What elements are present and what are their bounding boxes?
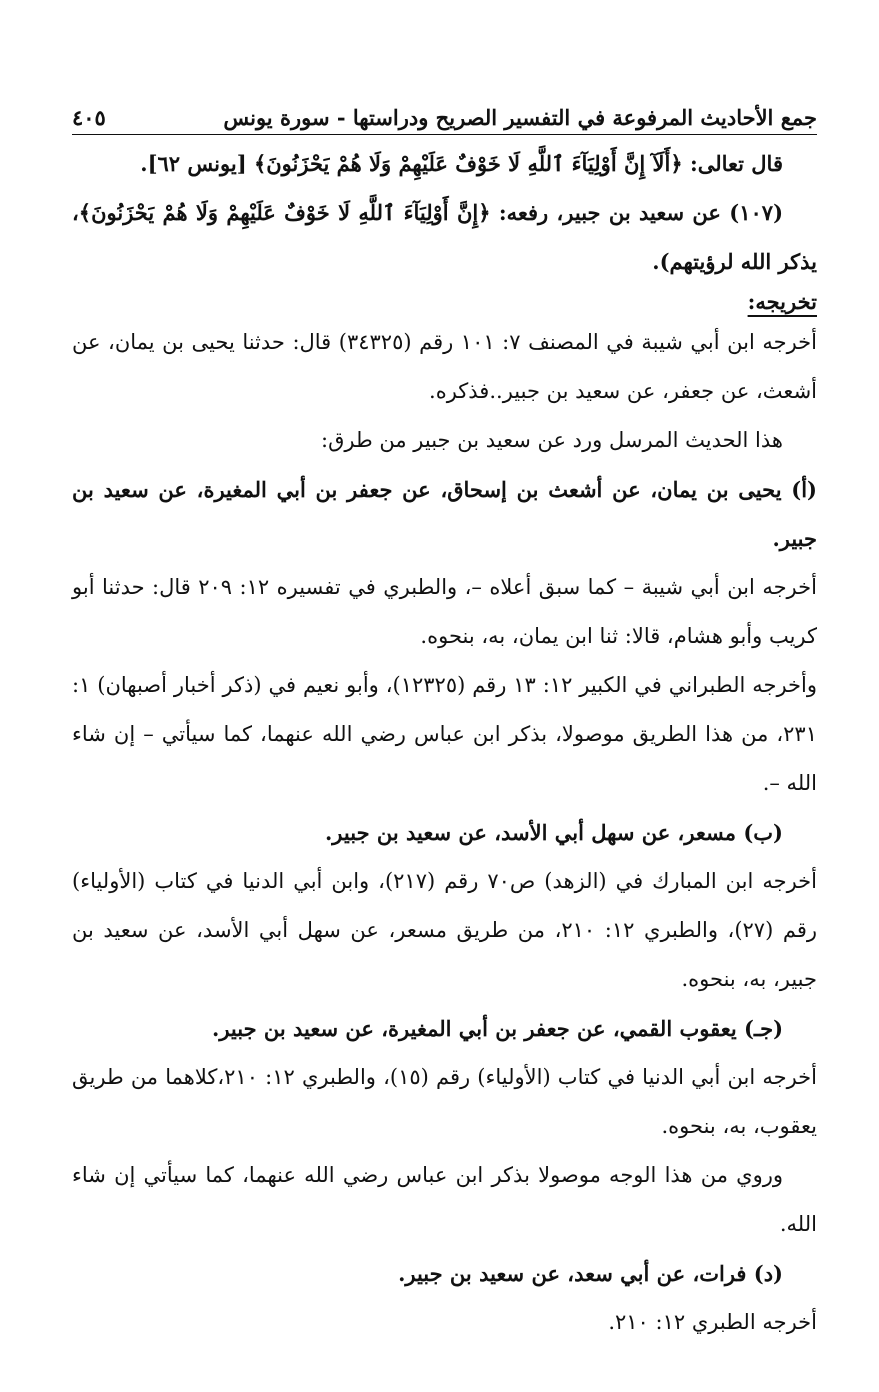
page-number: ٤٠٥ (72, 105, 106, 130)
running-header (72, 96, 817, 135)
verse-intro: قال تعالى: ﴿أَلَآ إِنَّ أَوْلِيَآءَ ٱللَّهِ لَا خَوْفٌ عَلَيْهِمْ وَلَا هُمْ يَحْزَنُونَ﴾ [يونس ٦٢]. (140, 151, 783, 176)
paragraph-5: وأخرجه الطبراني في الكبير ١٢: ١٣ رقم (١٢٣٢٥)، وأبو نعيم في (ذكر أخبار أصبهان) ١: ٢٣١، من هذا الطريق موصولا، بذكر ابن عباس رضي الله عنهما، كما سيأتي – إن شاء الله –. (72, 673, 817, 795)
paragraph-3: (أ) يحيى بن يمان، عن أشعث بن إسحاق، عن جعفر بن أبي المغيرة، عن سعيد بن جبير. (72, 477, 817, 551)
paragraph-12: أخرجه الطبري ١٢: ٢١٠. (608, 1310, 817, 1334)
paragraph-7: أخرجه ابن المبارك في (الزهد) ص٧٠ رقم (٢١٧)، وابن أبي الدنيا في كتاب (الأولياء) رقم (٢٧)، والطبري ١٢: ٢١٠، من طريق مسعر، عن سهل أبي الأسد، عن سعيد بن جبير، به، بنحوه. (72, 869, 817, 991)
book-page (72, 96, 817, 1347)
paragraph-8: (جـ) يعقوب القمي، عن جعفر بن أبي المغيرة، عن سعيد بن جبير. (212, 1016, 783, 1041)
paragraph-11: (د) فرات، عن أبي سعد، عن سعيد بن جبير. (398, 1261, 783, 1286)
paragraph-2: هذا الحديث المرسل ورد عن سعيد بن جبير من طرق: (321, 428, 783, 452)
paragraph-6: (ب) مسعر، عن سهل أبي الأسد، عن سعيد بن جبير. (325, 820, 783, 845)
hadith-107: (١٠٧) عن سعيد بن جبير، رفعه: ﴿إِنَّ أَوْلِيَآءَ ٱللَّهِ لَا خَوْفٌ عَلَيْهِمْ وَلَا هُمْ يَحْزَنُونَ﴾، يذكر الله لرؤيتهم). (72, 200, 817, 274)
page-body (72, 139, 817, 1347)
paragraph-4: أخرجه ابن أبي شيبة – كما سبق أعلاه –، والطبري في تفسيره ١٢: ٢٠٩ قال: حدثنا أبو كريب وأبو هشام، قالا: ثنا ابن يمان، به، بنحوه. (72, 575, 817, 648)
paragraph-1: أخرجه ابن أبي شيبة في المصنف ٧: ١٠١ رقم (٣٤٣٢٥) قال: حدثنا يحيى بن يمان، عن أشعث، عن جعفر، عن سعيد بن جبير..فذكره. (72, 330, 817, 403)
paragraph-10: وروي من هذا الوجه موصولا بذكر ابن عباس رضي الله عنهما، كما سيأتي إن شاء الله. (72, 1163, 817, 1236)
takhrij-heading: تخريجه: (747, 289, 817, 314)
header-title: جمع الأحاديث المرفوعة في التفسير الصريح ودراستها - سورة يونس (223, 105, 817, 130)
paragraph-9: أخرجه ابن أبي الدنيا في كتاب (الأولياء) رقم (١٥)، والطبري ١٢: ٢١٠،كلاهما من طريق يعقوب، به، بنحوه. (72, 1065, 817, 1138)
